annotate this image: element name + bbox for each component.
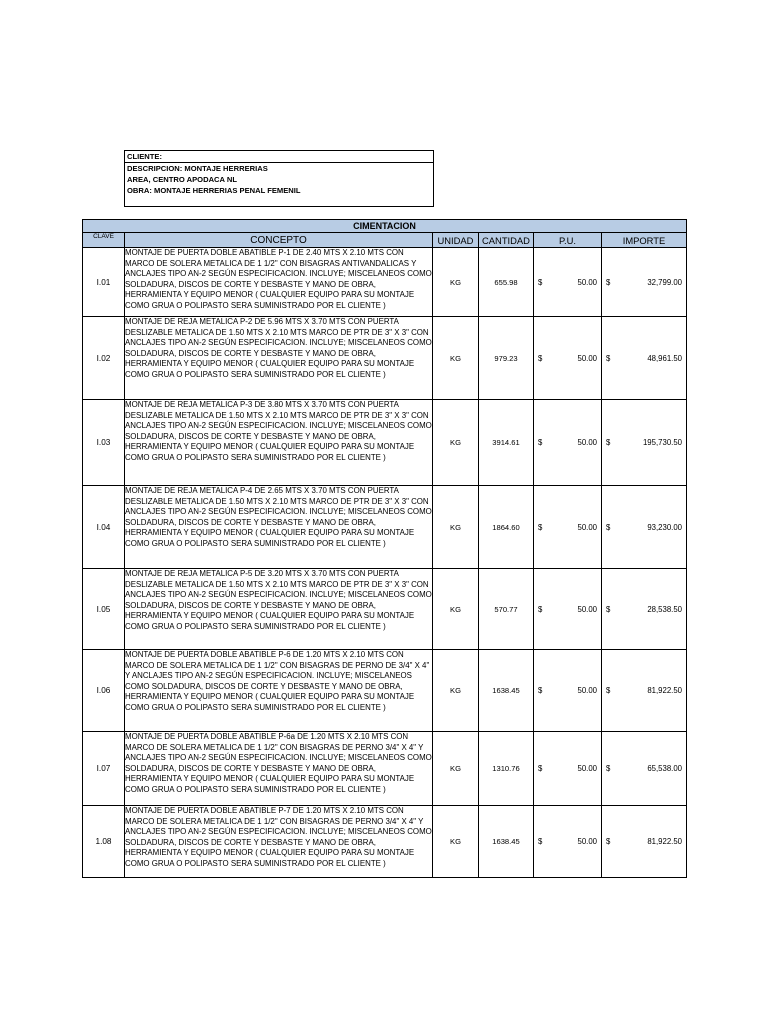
- importe-value: 65,538.00: [647, 764, 682, 773]
- row-clave: I.03: [83, 400, 125, 486]
- currency-sign: $: [538, 522, 543, 532]
- importe-value: 81,922.50: [647, 686, 682, 695]
- row-pu: [534, 806, 602, 878]
- row-pu: [534, 569, 602, 650]
- row-unidad: KG: [433, 486, 479, 569]
- col-header-importe: IMPORTE: [602, 233, 687, 248]
- row-clave: I.06: [83, 650, 125, 732]
- row-unidad: KG: [433, 732, 479, 806]
- currency-sign: $: [606, 837, 611, 846]
- importe-value: 48,961.50: [647, 353, 682, 363]
- row-unidad: KG: [433, 317, 479, 400]
- row-concepto: MONTAJE DE REJA METALICA P-3 DE 3.80 MTS X 3.70 MTS CON PUERTA DESLIZABLE METALICA DE 1.50 MTS X 2.10 MTS MARCO DE PTR DE 3" X 3" CON ANCLAJES TIPO AN-2 SEGÚN ESPECIFICACION. INCLUYE; MISCELANEOS COMO SOLDADURA, DISCOS DE CORTE Y DESBASTE Y MANO DE OBRA, HERRAMIENTA Y EQUIPO MENOR ( CUALQUIER EQUIPO PARA SU MONTAJE COMO GRUA O POLIPASTO SERA SUMINISTRADO POR EL CLIENTE ): [125, 400, 433, 486]
- currency-sign: $: [606, 764, 611, 773]
- budget-table: [82, 219, 687, 878]
- row-pu: [534, 317, 602, 400]
- row-unidad: KG: [433, 400, 479, 486]
- column-header-row: [83, 233, 687, 248]
- currency-sign: $: [606, 686, 611, 695]
- currency-sign: $: [606, 353, 611, 363]
- row-clave: I.05: [83, 569, 125, 650]
- row-unidad: KG: [433, 806, 479, 878]
- row-importe: [602, 317, 687, 400]
- row-clave: I.02: [83, 317, 125, 400]
- importe-value: 195,730.50: [642, 438, 682, 447]
- currency-sign: $: [538, 438, 543, 447]
- pu-value: 50.00: [577, 604, 597, 614]
- row-clave: I.04: [83, 486, 125, 569]
- row-concepto: MONTAJE DE PUERTA DOBLE ABATIBLE P-1 DE 2.40 MTS X 2.10 MTS CON MARCO DE SOLERA METALICA DE 1 1/2" CON BISAGRAS ANTIVANDALICAS Y ANCLAJES TIPO AN-2 SEGÚN ESPECIFICACION. INCLUYE; MISCELANEOS COMO SOLDADURA, DISCOS DE CORTE Y DESBASTE Y MANO DE OBRA, HERRAMIENTA Y EQUIPO MENOR ( CUALQUIER EQUIPO PARA SU MONTAJE COMO GRUA O POLIPASTO SERA SUMINISTRADO POR EL CLIENTE ): [125, 248, 433, 317]
- currency-sign: $: [606, 604, 611, 614]
- table-row: [83, 317, 687, 400]
- row-pu: [534, 248, 602, 317]
- area-line: AREA, CENTRO APODACA NL: [127, 175, 237, 184]
- row-clave: I.07: [83, 732, 125, 806]
- row-clave: I.01: [83, 248, 125, 317]
- currency-sign: $: [538, 764, 543, 773]
- table-row: [83, 569, 687, 650]
- row-concepto: MONTAJE DE PUERTA DOBLE ABATIBLE P-6a DE 1.20 MTS X 2.10 MTS CON MARCO DE SOLERA METALICA DE 1 1/2" CON BISAGRAS DE PERNO 3/4" X 4" Y ANCLAJES TIPO AN-2 SEGÚN ESPECIFICACION. INCLUYE; MISCELANEOS COMO SOLDADURA, DISCOS DE CORTE Y DESBASTE Y MANO DE OBRA, HERRAMIENTA Y EQUIPO MENOR ( CUALQUIER EQUIPO PARA SU MONTAJE COMO GRUA O POLIPASTO SERA SUMINISTRADO POR EL CLIENTE ): [125, 732, 433, 806]
- row-importe: [602, 569, 687, 650]
- currency-sign: $: [538, 686, 543, 695]
- currency-sign: $: [606, 277, 611, 287]
- row-cantidad: 1638.45: [479, 650, 534, 732]
- importe-value: 93,230.00: [647, 522, 682, 532]
- table-row: [83, 806, 687, 878]
- row-cantidad: 3914.61: [479, 400, 534, 486]
- row-cantidad: 1638.45: [479, 806, 534, 878]
- currency-sign: $: [538, 277, 543, 287]
- pu-value: 50.00: [577, 764, 597, 773]
- table-row: [83, 400, 687, 486]
- row-unidad: KG: [433, 650, 479, 732]
- pu-value: 50.00: [577, 438, 597, 447]
- section-title: CIMENTACION: [83, 220, 687, 233]
- row-cantidad: 1864.60: [479, 486, 534, 569]
- row-concepto: MONTAJE DE REJA METALICA P-4 DE 2.65 MTS X 3.70 MTS CON PUERTA DESLIZABLE METALICA DE 1.50 MTS X 2.10 MTS MARCO DE PTR DE 3" X 3" CON ANCLAJES TIPO AN-2 SEGÚN ESPECIFICACION. INCLUYE; MISCELANEOS COMO SOLDADURA, DISCOS DE CORTE Y DESBASTE Y MANO DE OBRA, HERRAMIENTA Y EQUIPO MENOR ( CUALQUIER EQUIPO PARA SU MONTAJE COMO GRUA O POLIPASTO SERA SUMINISTRADO POR EL CLIENTE ): [125, 486, 433, 569]
- pu-value: 50.00: [577, 353, 597, 363]
- table-row: [83, 248, 687, 317]
- table-row: [83, 486, 687, 569]
- importe-value: 32,799.00: [647, 277, 682, 287]
- col-header-cantidad: CANTIDAD: [479, 233, 534, 248]
- col-header-pu: P.U.: [534, 233, 602, 248]
- row-pu: [534, 732, 602, 806]
- description-line: DESCRIPCION: MONTAJE HERRERIAS: [127, 164, 268, 173]
- row-importe: [602, 806, 687, 878]
- row-importe: [602, 248, 687, 317]
- table-row: [83, 732, 687, 806]
- section-title-row: [83, 220, 687, 233]
- row-concepto: MONTAJE DE PUERTA DOBLE ABATIBLE P-7 DE 1.20 MTS X 2.10 MTS CON MARCO DE SOLERA METALICA DE 1 1/2" CON BISAGRAS DE PERNO 3/4" X 4" Y ANCLAJES TIPO AN-2 SEGÚN ESPECIFICACION. INCLUYE; MISCELANEOS COMO SOLDADURA, DISCOS DE CORTE Y DESBASTE Y MANO DE OBRA, HERRAMIENTA Y EQUIPO MENOR ( CUALQUIER EQUIPO PARA SU MONTAJE COMO GRUA O POLIPASTO SERA SUMINISTRADO POR EL CLIENTE ): [125, 806, 433, 878]
- row-concepto: MONTAJE DE REJA METALICA P-5 DE 3.20 MTS X 3.70 MTS CON PUERTA DESLIZABLE METALICA DE 1.50 MTS X 2.10 MTS MARCO DE PTR DE 3" X 3" CON ANCLAJES TIPO AN-2 SEGÚN ESPECIFICACION. INCLUYE; MISCELANEOS COMO SOLDADURA, DISCOS DE CORTE Y DESBASTE Y MANO DE OBRA, HERRAMIENTA Y EQUIPO MENOR ( CUALQUIER EQUIPO PARA SU MONTAJE COMO GRUA O POLIPASTO SERA SUMINISTRADO POR EL CLIENTE ): [125, 569, 433, 650]
- project-info-box: [124, 150, 434, 207]
- row-concepto: MONTAJE DE PUERTA DOBLE ABATIBLE P-6 DE 1.20 MTS X 2.10 MTS CON MARCO DE SOLERA METALICA DE 1 1/2" CON BISAGRAS DE PERNO DE 3/4" X 4" Y ANCLAJES TIPO AN-2 SEGÚN ESPECIFICACION. INCLUYE; MISCELANEOS COMO SOLDADURA, DISCOS DE CORTE Y DESBASTE Y MANO DE OBRA, HERRAMIENTA Y EQUIPO MENOR ( CUALQUIER EQUIPO PARA SU MONTAJE COMO GRUA O POLIPASTO SERA SUMINISTRADO POR EL CLIENTE ): [125, 650, 433, 732]
- pu-value: 50.00: [577, 837, 597, 846]
- currency-sign: $: [538, 604, 543, 614]
- row-importe: [602, 400, 687, 486]
- table-row: [83, 650, 687, 732]
- pu-value: 50.00: [577, 686, 597, 695]
- row-pu: [534, 650, 602, 732]
- row-cantidad: 979.23: [479, 317, 534, 400]
- currency-sign: $: [606, 438, 611, 447]
- obra-line: OBRA: MONTAJE HERRERIAS PENAL FEMENIL: [127, 186, 301, 195]
- row-pu: [534, 400, 602, 486]
- currency-sign: $: [538, 353, 543, 363]
- row-cantidad: 655.98: [479, 248, 534, 317]
- col-header-unidad: UNIDAD: [433, 233, 479, 248]
- row-importe: [602, 650, 687, 732]
- row-cantidad: 1310.76: [479, 732, 534, 806]
- row-pu: [534, 486, 602, 569]
- col-header-concepto: CONCEPTO: [125, 233, 433, 248]
- currency-sign: $: [606, 522, 611, 532]
- row-clave: 1.08: [83, 806, 125, 878]
- col-header-clave: CLAVE: [83, 233, 125, 248]
- pu-value: 50.00: [577, 277, 597, 287]
- row-importe: [602, 732, 687, 806]
- row-cantidad: 570.77: [479, 569, 534, 650]
- importe-value: 81,922.50: [647, 837, 682, 846]
- row-unidad: KG: [433, 248, 479, 317]
- importe-value: 28,538.50: [647, 604, 682, 614]
- pu-value: 50.00: [577, 522, 597, 532]
- row-unidad: KG: [433, 569, 479, 650]
- currency-sign: $: [538, 837, 543, 846]
- row-concepto: MONTAJE DE REJA METALICA P-2 DE 5.96 MTS X 3.70 MTS CON PUERTA DESLIZABLE METALICA DE 1.50 MTS X 2.10 MTS MARCO DE PTR DE 3" X 3" CON ANCLAJES TIPO AN-2 SEGÚN ESPECIFICACION. INCLUYE; MISCELANEOS COMO SOLDADURA, DISCOS DE CORTE Y DESBASTE Y MANO DE OBRA, HERRAMIENTA Y EQUIPO MENOR ( CUALQUIER EQUIPO PARA SU MONTAJE COMO GRUA O POLIPASTO SERA SUMINISTRADO POR EL CLIENTE ): [125, 317, 433, 400]
- client-label: CLIENTE:: [125, 151, 433, 163]
- row-importe: [602, 486, 687, 569]
